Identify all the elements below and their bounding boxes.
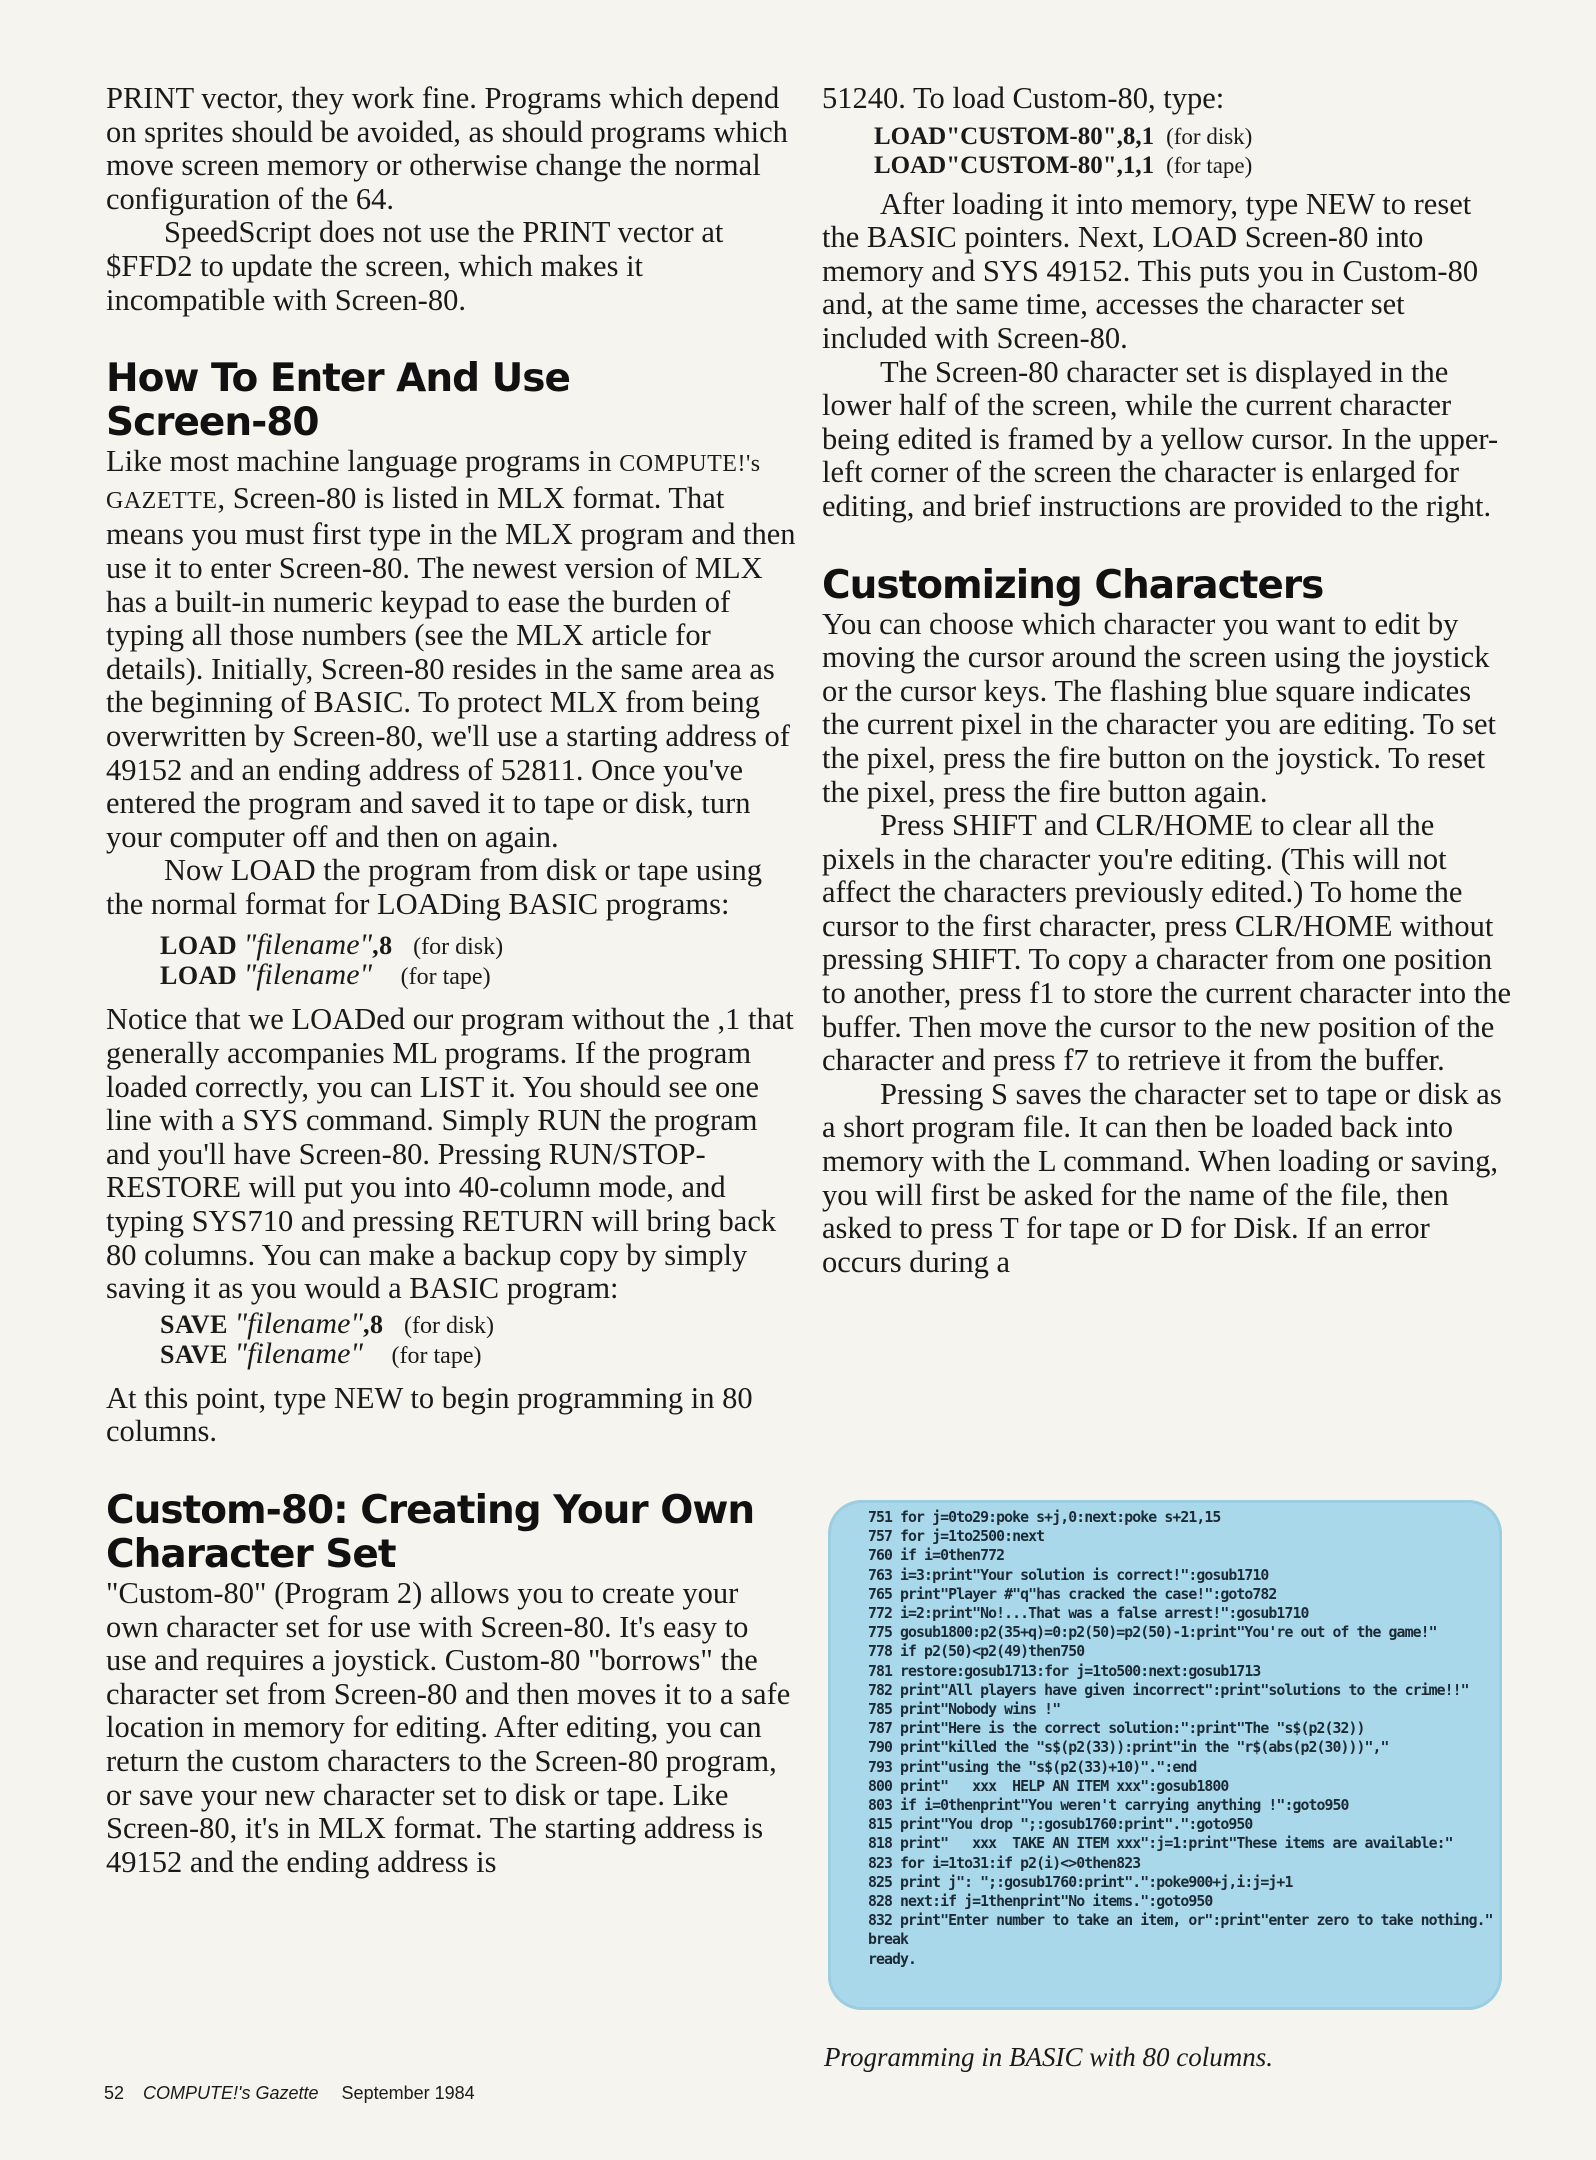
code-line: LOAD "filename" (for tape) — [160, 958, 491, 992]
heading-line: How To Enter And Use — [106, 356, 570, 402]
paragraph: Notice that we LOADed our program without the ,1 that generally accompanies ML programs. If the program loaded correctly, you can LIST it. You should see one line with a SYS command. Simply RUN the program and you'll have Screen-80. Pressing RUN/STOP-RESTORE will put you into 40-column mode, and typing SYS710 and pressing RETURN will bring back 80 columns. You can make a backup copy by simply saving it as you would a BASIC program: — [106, 1002, 794, 1306]
code-block — [160, 928, 796, 992]
basic-screen-image — [828, 1500, 1502, 2010]
paragraph: The Screen-80 character set is displayed in the lower half of the screen, while the current character being edited is framed by a yellow cursor. In the upper-left corner of the screen the character is enlarged for editing, and brief instructions are provided to the right. — [822, 354, 1499, 523]
screen-line: 832 print"Enter number to take an item, or":print"enter zero to take nothing." — [868, 1912, 1493, 1930]
paragraph: After loading it into memory, type NEW to reset the BASIC pointers. Next, LOAD Screen-80 into memory and SYS 49152. This puts you in Custom-80 and, at the same time, accesses the character set included with Screen-80. — [822, 186, 1479, 355]
heading-line: Character Set — [106, 1532, 396, 1577]
code-line: LOAD"CUSTOM-80",1,1 (for tape) — [874, 151, 1253, 179]
screen-line: 815 print"You drop ";:gosub1760:print".":goto950 — [868, 1816, 1253, 1834]
section-heading: Customizing Characters — [822, 562, 1324, 608]
screen-line: break — [868, 1931, 909, 1949]
page-number: 52 — [104, 2083, 125, 2103]
screen-line: 828 next:if j=1thenprint"No items.":goto950 — [868, 1893, 1213, 1911]
magazine-title: COMPUTE!'s Gazette — [143, 2083, 319, 2103]
heading-line: Screen-80 — [106, 400, 319, 446]
screen-line: 825 print j": ";:gosub1760:print".":poke900+j,i:j=j+1 — [868, 1873, 1293, 1891]
section-heading — [106, 357, 796, 445]
right-column — [822, 82, 1512, 1279]
screen-line: 790 print"killed the "s$(p2(33)):print"in the "r$(abs(p2(30)))"," — [868, 1739, 1389, 1757]
screen-line: 823 for i=1to31:if p2(i)<>0then823 — [868, 1854, 1141, 1872]
paragraph: "Custom-80" (Program 2) allows you to create your own character set for use with Screen-80. It's easy to use and requires a joystick. Custom-80 "borrows" the character set from Screen-80 and then moves it to a safe location in memory for editing. After editing, you can return the custom characters to the Screen-80 program, or save your new character set to disk or tape. Like Screen-80, it's in MLX format. The starting address is 49152 and the ending address is — [106, 1576, 791, 1879]
screen-line: 818 print" xxx TAKE AN ITEM xxx":j=1:print"These items are available:" — [868, 1835, 1453, 1853]
screen-line: 763 i=3:print"Your solution is correct!":gosub1710 — [868, 1566, 1269, 1584]
screen-line: 785 print"Nobody wins !" — [868, 1701, 1061, 1719]
code-line: SAVE "filename",8 (for disk) — [160, 1306, 494, 1340]
paragraph: Pressing S saves the character set to tape or disk as a short program file. It can then be loaded back into memory with the L command. When loading or saving, you will first be asked for the name of the file, then asked to press T for tape or D for Disk. If an error occurs during a — [822, 1076, 1502, 1279]
issue-date: September 1984 — [341, 2083, 475, 2103]
screen-line: 803 if i=0thenprint"You weren't carrying anything !":goto950 — [868, 1797, 1349, 1815]
left-column — [106, 82, 796, 1879]
screen-line: 757 for j=1to2500:next — [868, 1528, 1045, 1546]
paragraph: Press SHIFT and CLR/HOME to clear all the pixels in the character you're editing. (This will not affect the characters previously edited.) To home the cursor to the first character, press CLR/HOME without pressing SHIFT. To copy a character from one position to another, press f1 to store the current character into the buffer. Then move the cursor to the new position of the character and press f7 to retrieve it from the buffer. — [822, 808, 1511, 1078]
screen-line: ready. — [868, 1950, 917, 1968]
paragraph: SpeedScript does not use the PRINT vector at $FFD2 to update the screen, which makes it incompatible with Screen-80. — [106, 215, 724, 317]
paragraph: At this point, type NEW to begin programming in 80 columns. — [106, 1380, 753, 1449]
screen-line: 775 gosub1800:p2(35+q)=0:p2(50)=p2(50)-1:print"You're out of the game!" — [868, 1624, 1437, 1642]
screen-line: 751 for j=0to29:poke s+j,0:next:poke s+21,15 — [868, 1509, 1221, 1526]
screen-line: 793 print"using the "s$(p2(33)+10)".":end — [868, 1758, 1197, 1776]
page-footer — [104, 2083, 475, 2104]
paragraph: You can choose which character you want to edit by moving the cursor around the screen using the joystick or the cursor keys. The flashing blue square indicates the current pixel in the character you are editing. To set the pixel, press the fire button on the joystick. To reset the pixel, press the fire button again. — [822, 606, 1496, 809]
code-line: LOAD "filename",8 (for disk) — [160, 928, 504, 962]
paragraph: Now LOAD the program from disk or tape using the normal format for LOADing BASIC programs: — [106, 853, 763, 921]
section-heading — [106, 1489, 796, 1577]
figure-caption: Programming in BASIC with 80 columns. — [824, 2042, 1273, 2072]
screen-listing — [868, 1508, 1493, 1969]
paragraph: PRINT vector, they work fine. Programs which depend on sprites should be avoided, as should programs which move screen memory or otherwise change the normal configuration of the 64. — [106, 81, 788, 216]
screen-line: 765 print"Player #"q"has cracked the case!":goto782 — [868, 1585, 1277, 1603]
screen-line: 800 print" xxx HELP AN ITEM xxx":gosub1800 — [868, 1777, 1229, 1795]
screen-line: 778 if p2(50)<p2(49)then750 — [868, 1643, 1085, 1661]
screen-line: 760 if i=0then772 — [868, 1547, 1005, 1565]
code-block — [874, 122, 1512, 180]
code-line: SAVE "filename" (for tape) — [160, 1336, 482, 1370]
screen-line: 781 restore:gosub1713:for j=1to500:next:gosub1713 — [868, 1662, 1261, 1680]
paragraph: Like most machine language programs in COMPUTE!'s GAZETTE, Screen-80 is listed in MLX format. That means you must first type in the MLX program and then use it to enter Screen-80. The newest version of MLX has a built-in numeric keypad to ease the burden of typing all those numbers (see the MLX article for details). Initially, Screen-80 resides in the same area as the beginning of BASIC. To protect MLX from being overwritten by Screen-80, we'll use a starting address of 49152 and an ending address of 52811. Once you've entered the program and saved it to tape or disk, turn your computer off and then on again. — [106, 444, 796, 854]
screen-line: 782 print"All players have given incorrect":print"solutions to the crime!!" — [868, 1681, 1469, 1699]
code-line: LOAD"CUSTOM-80",8,1 (for disk) — [874, 122, 1253, 150]
screen-line: 787 print"Here is the correct solution:":print"The "s$(p2(32)) — [868, 1720, 1365, 1738]
screen-line: 772 i=2:print"No!...That was a false arrest!":gosub1710 — [868, 1605, 1309, 1623]
code-block — [160, 1306, 796, 1370]
paragraph: 51240. To load Custom-80, type: — [822, 81, 1225, 115]
heading-line: Custom-80: Creating Your Own — [106, 1488, 755, 1533]
magazine-name: COMPUTE!'s GAZETTE — [106, 451, 761, 514]
